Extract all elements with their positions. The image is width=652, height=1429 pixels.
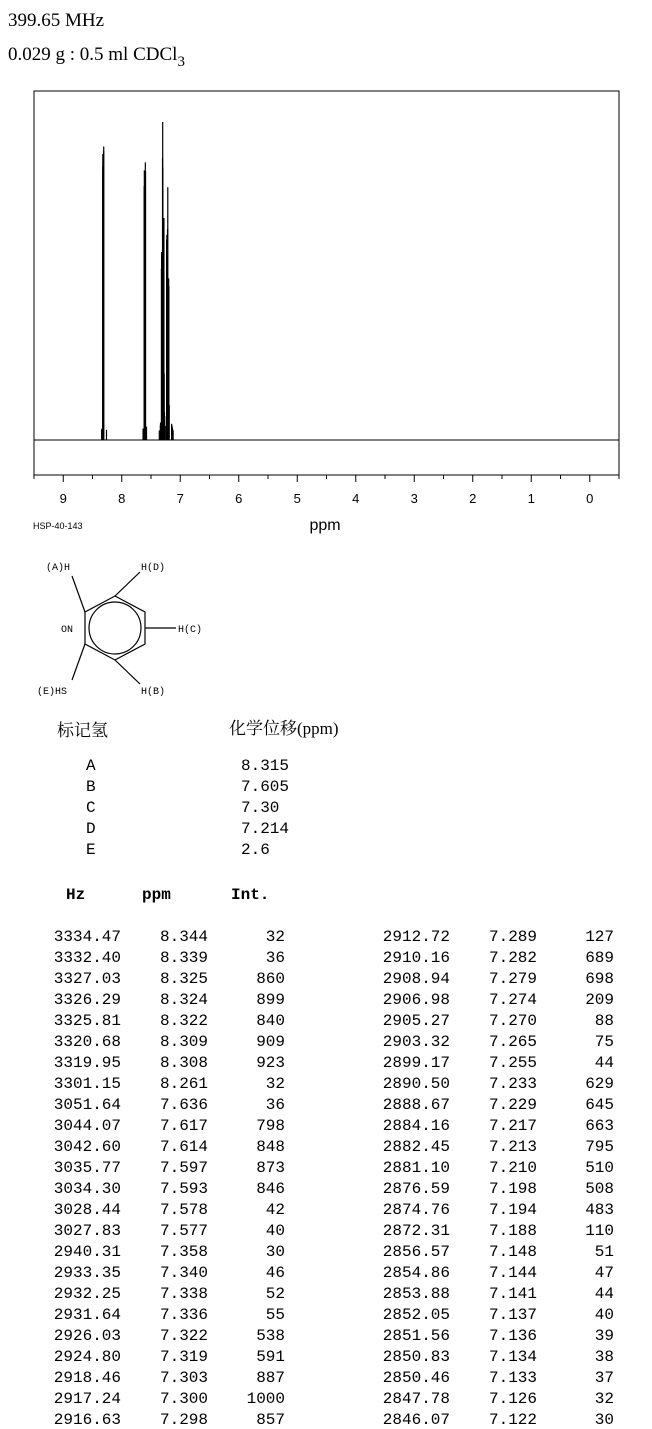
assignment-label-header: 标记氢 [57,721,108,740]
peak-hz: 2940.31 [53,1243,121,1261]
peak-int: 860 [256,970,285,988]
aromatic-circle [89,602,141,654]
peak-int: 47 [594,1264,614,1282]
sample-subscript: 3 [177,54,185,70]
assignment-shift: 2.6 [241,841,270,859]
peak-header-ppm: ppm [142,886,171,904]
peak-int: 52 [265,1285,285,1303]
spectrometer-frequency: 399.65 MHz [8,10,105,31]
peak-ppm: 7.265 [488,1033,537,1051]
peak-int: 44 [594,1285,614,1303]
peak-hz: 3325.81 [53,1012,121,1030]
peak-ppm: 7.274 [488,991,537,1009]
peak-hz: 3320.68 [53,1033,121,1051]
peak-hz: 2856.57 [382,1243,450,1261]
peak-hz: 2882.45 [382,1138,450,1156]
peak-ppm: 7.141 [488,1285,537,1303]
assignment-shift: 7.605 [241,778,290,796]
peak-ppm: 7.270 [488,1012,537,1030]
peak-ppm: 7.340 [159,1264,208,1282]
peak-ppm: 7.303 [159,1369,208,1387]
bond-d [115,572,140,596]
peak-ppm: 7.279 [488,970,537,988]
peak-int: 30 [594,1411,614,1429]
peak-int: 510 [585,1159,614,1177]
bond-a [72,576,85,612]
peak-int: 1000 [246,1390,285,1408]
peak-int: 508 [585,1180,614,1198]
peak-hz: 3326.29 [53,991,121,1009]
peak-int: 873 [256,1159,285,1177]
peak-hz: 3319.95 [53,1054,121,1072]
label-a: (A)H [46,563,71,574]
peak-int: 88 [594,1012,614,1030]
peak-ppm: 7.255 [488,1054,537,1072]
peak-ppm: 7.229 [488,1096,537,1114]
peak-ppm: 7.577 [159,1222,208,1240]
peak-hz: 2850.83 [382,1348,450,1366]
peak-hz: 2933.35 [53,1264,121,1282]
peak-ppm: 7.300 [159,1390,208,1408]
x-tick-label: 8 [118,491,126,506]
peak-hz: 2853.88 [382,1285,450,1303]
peak-ppm: 7.617 [159,1117,208,1135]
peak-int: 55 [265,1306,285,1324]
peak-ppm: 7.122 [488,1411,537,1429]
peak-hz: 2899.17 [382,1054,450,1072]
peak-hz: 3327.03 [53,970,121,988]
peak-ppm: 7.282 [488,949,537,967]
peak-hz: 2917.24 [53,1390,121,1408]
x-tick-label: 1 [527,491,535,506]
peak-int: 887 [256,1369,285,1387]
peak-hz: 2876.59 [382,1180,450,1198]
peak-hz: 2851.56 [382,1327,450,1345]
peak-int: 39 [594,1327,614,1345]
assignment-label: B [86,778,96,796]
peak-int: 32 [594,1390,614,1408]
label-d: H(D) [141,563,166,574]
x-tick-label: 3 [410,491,418,506]
peak-hz: 2918.46 [53,1369,121,1387]
peak-ppm: 7.319 [159,1348,208,1366]
peak-ppm: 7.322 [159,1327,208,1345]
peak-hz: 3332.40 [53,949,121,967]
peak-int: 36 [265,949,285,967]
peak-header-int: Int. [231,886,270,904]
peak-ppm: 7.233 [488,1075,537,1093]
peak-int: 591 [256,1348,285,1366]
peak-int: 857 [256,1411,285,1429]
peak-ppm: 7.636 [159,1096,208,1114]
peak-ppm: 8.309 [159,1033,208,1051]
peak-hz: 2852.05 [382,1306,450,1324]
peak-hz: 3042.60 [53,1138,121,1156]
label-e: (E)HS [37,687,68,698]
peak-ppm: 7.126 [488,1390,537,1408]
peak-ppm: 8.308 [159,1054,208,1072]
x-tick-label: 4 [352,491,360,506]
peak-ppm: 7.144 [488,1264,537,1282]
peak-ppm: 7.298 [159,1411,208,1429]
peak-hz: 3301.15 [53,1075,121,1093]
assignment-shift: 7.214 [241,820,290,838]
peak-hz: 2888.67 [382,1096,450,1114]
peak-hz: 2912.72 [382,928,450,946]
peak-hz: 3034.30 [53,1180,121,1198]
peak-int: 127 [585,928,614,946]
assignment-label: D [86,820,96,838]
peak-ppm: 8.322 [159,1012,208,1030]
peak-int: 110 [585,1222,614,1240]
bond-b [115,660,140,684]
peak-int: 689 [585,949,614,967]
peak-int: 37 [594,1369,614,1387]
assignment-label: C [86,799,96,817]
peak-ppm: 7.148 [488,1243,537,1261]
peak-hz: 3028.44 [53,1201,121,1219]
peak-ppm: 7.137 [488,1306,537,1324]
peak-int: 795 [585,1138,614,1156]
peak-int: 40 [265,1222,285,1240]
peak-int: 846 [256,1180,285,1198]
peak-ppm: 7.289 [488,928,537,946]
peak-hz: 3027.83 [53,1222,121,1240]
x-axis-label: ppm [309,517,341,534]
peak-ppm: 7.134 [488,1348,537,1366]
sample-text: 0.029 g : 0.5 ml CDCl [8,44,178,65]
x-tick-label: 0 [586,491,594,506]
peak-int: 209 [585,991,614,1009]
peak-ppm: 8.261 [159,1075,208,1093]
peak-hz: 2872.31 [382,1222,450,1240]
peak-int: 32 [265,1075,285,1093]
peak-ppm: 7.593 [159,1180,208,1198]
peak-ppm: 7.210 [488,1159,537,1177]
peak-ppm: 8.325 [159,970,208,988]
peak-hz: 3334.47 [53,928,121,946]
peak-hz: 3044.07 [53,1117,121,1135]
peak-ppm: 7.198 [488,1180,537,1198]
peak-hz: 2905.27 [382,1012,450,1030]
peak-int: 32 [265,928,285,946]
peak-ppm: 8.344 [159,928,208,946]
peak-int: 36 [265,1096,285,1114]
peak-int: 798 [256,1117,285,1135]
peak-int: 51 [594,1243,614,1261]
peak-ppm: 7.358 [159,1243,208,1261]
peak-int: 645 [585,1096,614,1114]
peak-int: 75 [594,1033,614,1051]
peak-hz: 2846.07 [382,1411,450,1429]
peak-int: 848 [256,1138,285,1156]
peak-int: 923 [256,1054,285,1072]
peak-int: 38 [594,1348,614,1366]
x-tick-label: 6 [235,491,243,506]
peak-ppm: 7.213 [488,1138,537,1156]
assignment-label: A [86,757,96,775]
peak-hz: 2908.94 [382,970,450,988]
peak-ppm: 7.133 [488,1369,537,1387]
peak-hz: 2850.46 [382,1369,450,1387]
assignment-shift: 7.30 [241,799,280,817]
peak-hz: 2854.86 [382,1264,450,1282]
peak-int: 30 [265,1243,285,1261]
peak-ppm: 7.338 [159,1285,208,1303]
peak-ppm: 7.614 [159,1138,208,1156]
label-b: H(B) [141,687,166,698]
peak-int: 42 [265,1201,285,1219]
peak-int: 840 [256,1012,285,1030]
peak-ppm: 7.194 [488,1201,537,1219]
peak-hz: 2847.78 [382,1390,450,1408]
peak-hz: 2903.32 [382,1033,450,1051]
peak-int: 899 [256,991,285,1009]
peak-int: 483 [585,1201,614,1219]
assignment-shift-header: 化学位移(ppm) [229,719,339,738]
peak-int: 663 [585,1117,614,1135]
benzene-ring [85,596,145,660]
peak-ppm: 7.136 [488,1327,537,1345]
peak-hz: 2931.64 [53,1306,121,1324]
peak-int: 909 [256,1033,285,1051]
peak-hz: 3035.77 [53,1159,121,1177]
peak-hz: 2881.10 [382,1159,450,1177]
peak-hz: 2924.80 [53,1348,121,1366]
label-on: ON [61,625,74,636]
assignment-label: E [86,841,96,859]
bond-e [72,644,85,680]
peak-ppm: 7.336 [159,1306,208,1324]
x-tick-label: 5 [293,491,301,506]
peak-hz: 3051.64 [53,1096,121,1114]
x-tick-label: 2 [469,491,477,506]
peak-hz: 2916.63 [53,1411,121,1429]
peak-hz: 2906.98 [382,991,450,1009]
x-tick-label: 7 [176,491,184,506]
peak-header-hz: Hz [66,886,86,904]
peak-hz: 2926.03 [53,1327,121,1345]
sample-code: HSP-40-143 [33,521,83,531]
peak-ppm: 7.578 [159,1201,208,1219]
assignment-shift: 8.315 [241,757,290,775]
peak-int: 40 [594,1306,614,1324]
peak-hz: 2874.76 [382,1201,450,1219]
peak-int: 629 [585,1075,614,1093]
peak-ppm: 7.597 [159,1159,208,1177]
peak-ppm: 7.188 [488,1222,537,1240]
peak-ppm: 8.339 [159,949,208,967]
peak-hz: 2932.25 [53,1285,121,1303]
peak-int: 538 [256,1327,285,1345]
molecule-structure [0,0,652,700]
peak-hz: 2910.16 [382,949,450,967]
label-c: H(C) [178,625,203,636]
peak-int: 698 [585,970,614,988]
peak-int: 46 [265,1264,285,1282]
peak-hz: 2890.50 [382,1075,450,1093]
peak-ppm: 7.217 [488,1117,537,1135]
peak-hz: 2884.16 [382,1117,450,1135]
x-tick-label: 9 [59,491,67,506]
peak-int: 44 [594,1054,614,1072]
peak-ppm: 8.324 [159,991,208,1009]
